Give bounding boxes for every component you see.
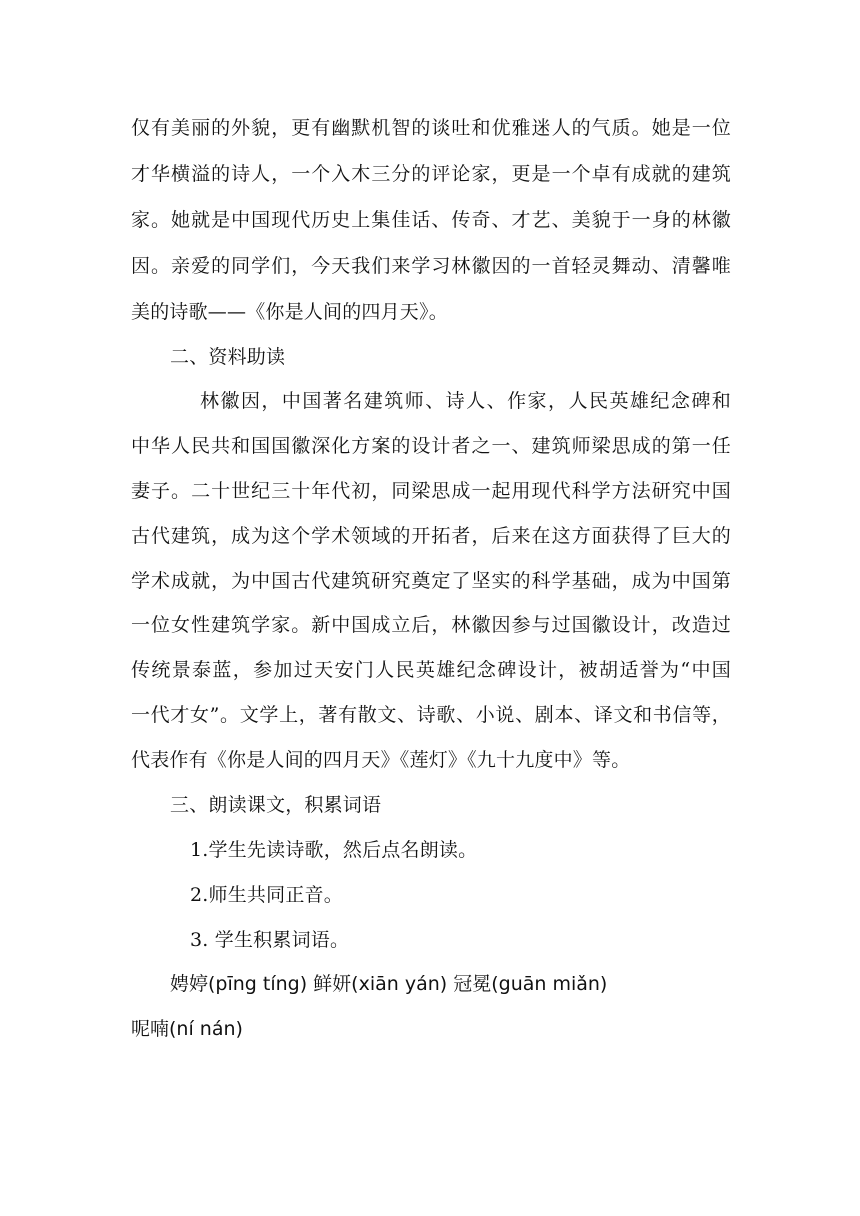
intro-line-5: 美的诗歌——《你是人间的四月天》。: [131, 301, 448, 323]
intro-line-4: 因。亲爱的同学们，今天我们来学习林徽因的一首轻灵舞动、清馨唯: [131, 255, 731, 277]
section2-line-2: 中华人民共和国国徽深化方案的设计者之一、建筑师梁思成的第一任: [131, 435, 731, 457]
section2-line-8: 一代才女”。文学上，著有散文、诗歌、小说、剧本、译文和书信等，: [131, 704, 731, 726]
section-heading-2: 二、资料助读: [170, 346, 286, 368]
intro-line-1: 仅有美丽的外貌，更有幽默机智的谈吐和优雅迷人的气质。她是一位: [131, 117, 731, 139]
section2-line-6: 一位女性建筑学家。新中国成立后，林徽因参与过国徽设计，改造过: [131, 614, 731, 636]
intro-line-2: 才华横溢的诗人，一个入木三分的评论家，更是一个卓有成就的建筑: [131, 163, 731, 185]
intro-line-3: 家。她就是中国现代历史上集佳话、传奇、才艺、美貌于一身的林徽: [131, 209, 731, 231]
section2-line-9: 代表作有《你是人间的四月天》《莲灯》《九十九度中》等。: [131, 749, 631, 771]
step-item-2: 2.师生共同正音。: [190, 884, 343, 906]
step-item-3: 3. 学生积累词语。: [190, 929, 350, 951]
section2-line-7: 传统景泰蓝，参加过天安门人民英雄纪念碑设计，被胡适誉为“中国: [131, 659, 731, 681]
section2-line-5: 学术成就，为中国古代建筑研究奠定了坚实的科学基础，成为中国第: [131, 570, 731, 592]
vocab-line-2: 呢喃(ní nán): [131, 1018, 243, 1040]
section2-line-3: 妻子。二十世纪三十年代初，同梁思成一起用现代科学方法研究中国: [131, 480, 731, 502]
section-heading-3: 三、朗读课文，积累词语: [170, 794, 382, 816]
section2-line-4: 古代建筑，成为这个学术领域的开拓者，后来在这方面获得了巨大的: [131, 525, 731, 547]
section2-line-1: 林徽因，中国著名建筑师、诗人、作家，人民英雄纪念碑和: [200, 390, 731, 412]
vocab-line-1: 娉婷(pīng tíng) 鲜妍(xiān yán) 冠冕(guān miǎn): [170, 973, 608, 995]
step-item-1: 1.学生先读诗歌，然后点名朗读。: [190, 839, 478, 861]
